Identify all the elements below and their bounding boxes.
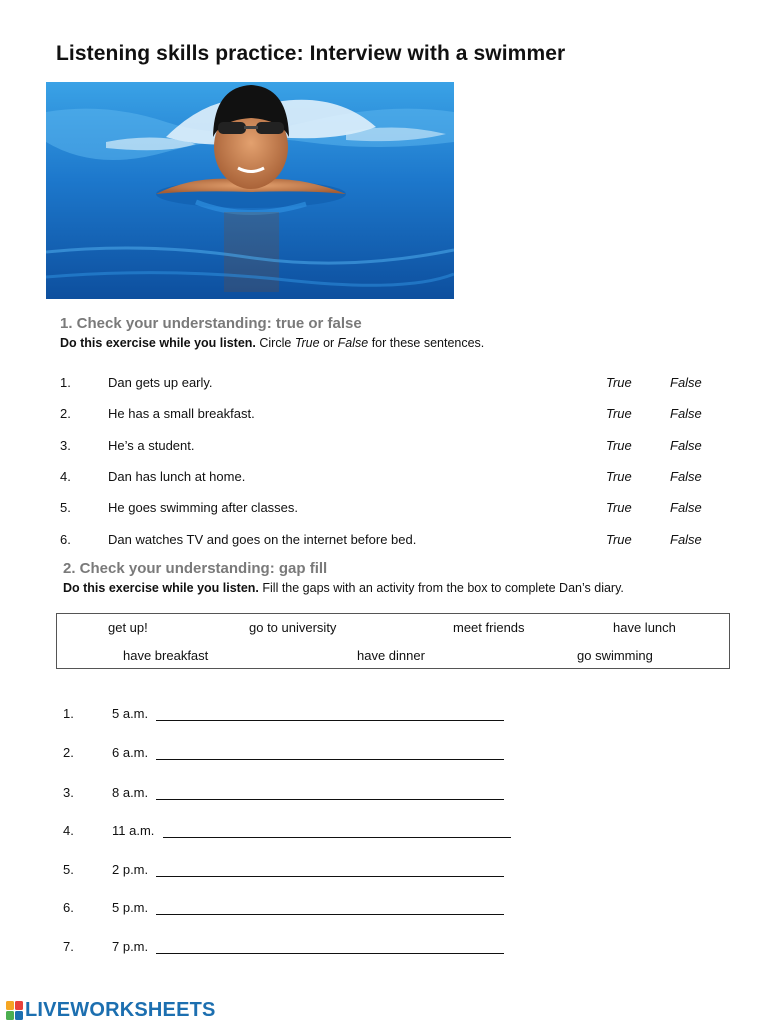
word-box-item: go swimming [577,648,653,663]
gap-fill-row [63,900,523,920]
gap-number: 5. [63,862,74,877]
question-sentence: He goes swimming after classes. [108,500,299,515]
swimmer-photo [46,82,454,299]
word-box-item: go to university [249,620,337,635]
tf-question-row [60,469,720,487]
question-sentence: Dan gets up early. [108,375,213,390]
tf-question-row [60,438,720,456]
tf-question-row [60,532,720,550]
gap-number: 4. [63,823,74,838]
answer-line[interactable] [163,837,511,838]
gap-number: 2. [63,745,74,760]
instruction-text: Circle [255,336,295,350]
tf-question-row [60,375,720,393]
instruction-text: or [319,336,338,350]
gap-fill-row [63,785,523,805]
true-option[interactable]: True [606,438,632,453]
gap-time: 5 a.m. [112,706,149,721]
section1-instructions [60,336,484,350]
instruction-text: for these sentences. [368,336,485,350]
word-box-item: have breakfast [123,648,209,663]
answer-line[interactable] [156,876,504,877]
gap-fill-row [63,745,523,765]
gap-time: 7 p.m. [112,939,149,954]
tf-question-row [60,500,720,518]
gap-fill-row [63,706,523,726]
gap-time: 8 a.m. [112,785,149,800]
instruction-false: False [337,336,369,350]
logo-icon [6,1001,24,1021]
logo-text: LIVEWORKSHEETS [25,999,216,1021]
instruction-text: Fill the gaps with an activity from the box to complete Dan’s diary. [258,581,624,595]
answer-line[interactable] [156,720,504,721]
instruction-true: True [294,336,320,350]
gap-fill-row [63,823,523,843]
answer-line[interactable] [156,759,504,760]
gap-number: 3. [63,785,74,800]
false-option[interactable]: False [670,532,702,547]
gap-time: 5 p.m. [112,900,149,915]
tf-question-row [60,406,720,424]
gap-number: 7. [63,939,74,954]
gap-number: 6. [63,900,74,915]
false-option[interactable]: False [670,375,702,390]
question-number: 4. [60,469,71,484]
answer-line[interactable] [156,799,504,800]
answer-line[interactable] [156,914,504,915]
word-box-item: get up! [108,620,148,635]
true-option[interactable]: True [606,375,632,390]
gap-time: 2 p.m. [112,862,149,877]
question-number: 3. [60,438,71,453]
false-option[interactable]: False [670,438,702,453]
true-option[interactable]: True [606,469,632,484]
section1-heading: 1. Check your understanding: true or false [60,315,362,332]
section2-instructions [63,581,624,595]
instruction-bold: Do this exercise while you listen. [63,581,259,595]
true-option[interactable]: True [606,406,632,421]
question-number: 5. [60,500,71,515]
gap-fill-row [63,862,523,882]
word-box-item: have dinner [357,648,425,663]
true-option[interactable]: True [606,532,632,547]
gap-fill-row [63,939,523,959]
false-option[interactable]: False [670,469,702,484]
word-box [56,613,730,669]
question-number: 1. [60,375,71,390]
question-sentence: Dan watches TV and goes on the internet before bed. [108,532,417,547]
question-sentence: Dan has lunch at home. [108,469,246,484]
gap-time: 6 a.m. [112,745,149,760]
page-title: Listening skills practice: Interview with a swimmer [56,42,566,65]
word-box-item: have lunch [613,620,676,635]
section2-heading: 2. Check your understanding: gap fill [63,560,328,577]
gap-number: 1. [63,706,74,721]
question-sentence: He has a small breakfast. [108,406,255,421]
false-option[interactable]: False [670,406,702,421]
false-option[interactable]: False [670,500,702,515]
answer-line[interactable] [156,953,504,954]
true-option[interactable]: True [606,500,632,515]
question-sentence: He’s a student. [108,438,195,453]
question-number: 6. [60,532,71,547]
word-box-item: meet friends [453,620,525,635]
gap-time: 11 a.m. [112,823,155,838]
instruction-bold: Do this exercise while you listen. [60,336,256,350]
question-number: 2. [60,406,71,421]
